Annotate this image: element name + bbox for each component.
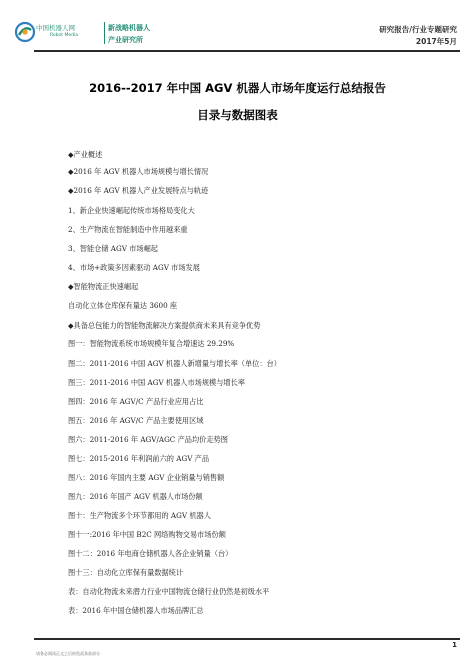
toc-item: ◆智能物流正快速崛起 (68, 282, 139, 291)
page-header (0, 0, 475, 52)
toc-item: 图六：2011-2016 年 AGV/AGC 产品均价走势图 (68, 435, 228, 444)
report-title: 2016--2017 年中国 AGV 机器人市场年度运行总结报告 (89, 81, 386, 95)
institute-name-line1: 新战略机器人 (108, 24, 150, 32)
toc-item: 图九：2016 年国产 AGV 机器人市场份额 (68, 492, 203, 501)
logo-divider (104, 22, 105, 44)
toc-item: 图七：2015-2016 年利润前六的 AGV 产品 (68, 454, 210, 463)
toc-item: 图八：2016 年国内主要 AGV 企业销量与销售额 (68, 473, 225, 482)
toc-item: 图十二：2016 年电商仓储机器人各企业销量（台） (68, 549, 233, 558)
toc-item: ◆具备总包能力的智能物流解决方案提供商未来具有竞争优势 (68, 321, 261, 330)
toc-item: 3、智能仓储 AGV 市场崛起 (68, 244, 158, 253)
toc-item: 1、新企业快速崛起传统市场格局变化大 (68, 206, 195, 215)
toc-item: 图四：2016 年 AGV/C 产品行业应用占比 (68, 397, 204, 406)
logo-mark-icon (14, 21, 36, 43)
toc-item: 自动化立体仓库保有量达 3600 座 (68, 301, 178, 310)
toc-item: ◆2016 年 AGV 机器人市场规模与增长情况 (68, 167, 209, 176)
toc-item: 4、市场+政策多因素驱动 AGV 市场发展 (68, 263, 200, 272)
toc-item: 图三：2011-2016 中国 AGV 机器人市场规模与增长率 (68, 378, 245, 387)
page-number: 1 (452, 641, 457, 649)
brand-logo (14, 18, 174, 48)
toc-item: ◆2016 年 AGV 机器人产业发展特点与轨迹 (68, 186, 209, 195)
toc-item: 2、生产物流在智能制造中作用越来重 (68, 225, 188, 234)
toc-item: 表：2016 年中国仓储机器人市场品牌汇总 (68, 606, 204, 615)
toc-item: 图十：生产物流多个环节都用的 AGV 机器人 (68, 511, 211, 520)
disclaimer-note: 请务必阅读正文之后的免责条款部分 (36, 651, 100, 656)
logo-text-en: Robot Media (50, 33, 78, 38)
toc-item: 图一：智能物流系统市场规模年复合增速达 29.29% (68, 339, 235, 348)
report-date: 2017年5月 (415, 37, 457, 46)
logo-text-cn: 中国机器人网 (36, 24, 75, 32)
toc-item: 图二：2011-2016 中国 AGV 机器人新增量与增长率（单位：台） (68, 359, 281, 368)
toc-item: 图十一:2016 年中国 B2C 网络购物交易市场份额 (68, 530, 226, 539)
report-type: 研究报告/行业专题研究 (379, 25, 457, 34)
toc-item: ◆产业概述 (68, 150, 103, 159)
footer-rule (34, 638, 460, 640)
toc-item: 表：自动化物流未来潜力行业中国物流仓储行业仍然是初级水平 (68, 587, 270, 596)
institute-name-line2: 产业研究所 (108, 36, 143, 44)
toc-item: 图十三：自动化立库保有量数据统计 (68, 568, 184, 577)
toc-item: 图五：2016 年 AGV/C 产品主要使用区域 (68, 416, 204, 425)
header-meta (379, 24, 457, 48)
header-rule (34, 50, 460, 52)
report-subtitle: 目录与数据图表 (197, 108, 278, 122)
